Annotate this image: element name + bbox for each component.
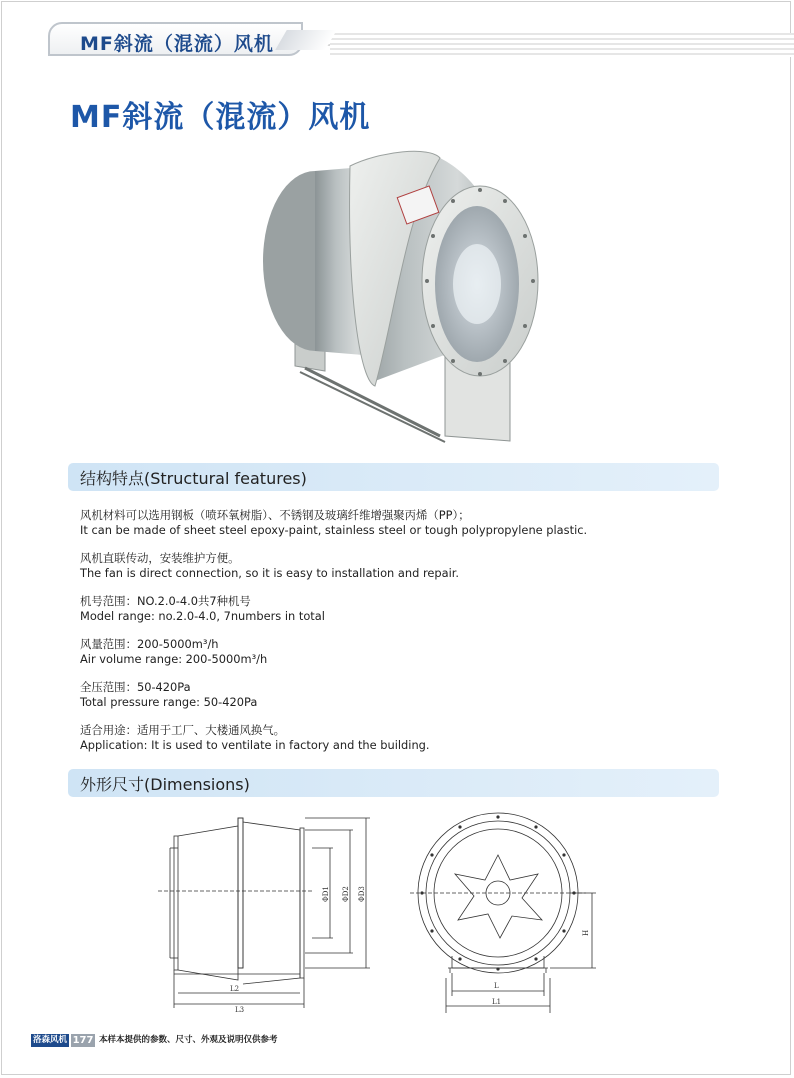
features-section-bar (68, 463, 719, 491)
header-tab (48, 22, 303, 56)
side-view (158, 818, 370, 1008)
feature-item (80, 723, 720, 753)
features-section-title: 结构特点(Structural features) (80, 469, 307, 488)
feature-en: Application: It is used to ventilate in factory and the building. (80, 738, 430, 752)
page-number: 177 (72, 1035, 94, 1046)
feature-en: It can be made of sheet steel epoxy-paint, stainless steel or tough polypropylene plastic. (80, 523, 588, 537)
dimensions-section-bar (68, 769, 719, 797)
product-photo (255, 146, 545, 446)
feature-item (80, 594, 720, 624)
page-title: MF斜流（混流）风机 (70, 100, 371, 135)
dimensions-section-title: 外形尺寸(Dimensions) (80, 775, 250, 794)
feature-en: The fan is direct connection, so it is easy to installation and repair. (80, 566, 460, 580)
feature-item (80, 508, 720, 538)
feature-cn: 风机直联传动，安装维护方便。 (80, 551, 240, 565)
dimension-drawing (150, 808, 610, 1023)
label-l: L (494, 982, 499, 990)
label-l3: L3 (235, 1006, 245, 1014)
label-l2: L2 (230, 985, 240, 993)
header-tab-title: MF斜流（混流）风机 (80, 33, 274, 55)
label-d3: ΦD3 (358, 886, 366, 902)
label-d1: ΦD1 (322, 886, 330, 902)
feature-cn: 适合用途：适用于工厂、大楼通风换气。 (80, 723, 286, 737)
label-d2: ΦD2 (342, 886, 350, 902)
feature-en: Air volume range: 200-5000m³/h (80, 652, 268, 666)
label-l1: L1 (492, 998, 502, 1006)
feature-item (80, 637, 720, 667)
feature-en: Total pressure range: 50-420Pa (80, 695, 258, 709)
feature-cn: 全压范围：50-420Pa (80, 680, 191, 694)
feature-cn: 风机材料可以选用钢板（喷环氧树脂）、不锈钢及玻璃纤维增强聚丙烯（PP）； (80, 508, 470, 522)
footer-note: 本样本提供的参数、尺寸、外观及说明仅供参考 (99, 1035, 278, 1045)
features-list (80, 508, 720, 766)
footer-brand: 洛森风机 (32, 1035, 67, 1045)
feature-cn: 机号范围：NO.2.0-4.0共7种机号 (80, 594, 251, 608)
front-view (410, 813, 596, 1013)
feature-en: Model range: no.2.0-4.0, 7numbers in total (80, 609, 325, 623)
header-stripes (330, 33, 794, 57)
label-h: H (582, 929, 590, 936)
feature-cn: 风量范围：200-5000m³/h (80, 637, 219, 651)
feature-item (80, 680, 720, 710)
feature-item (80, 551, 720, 581)
